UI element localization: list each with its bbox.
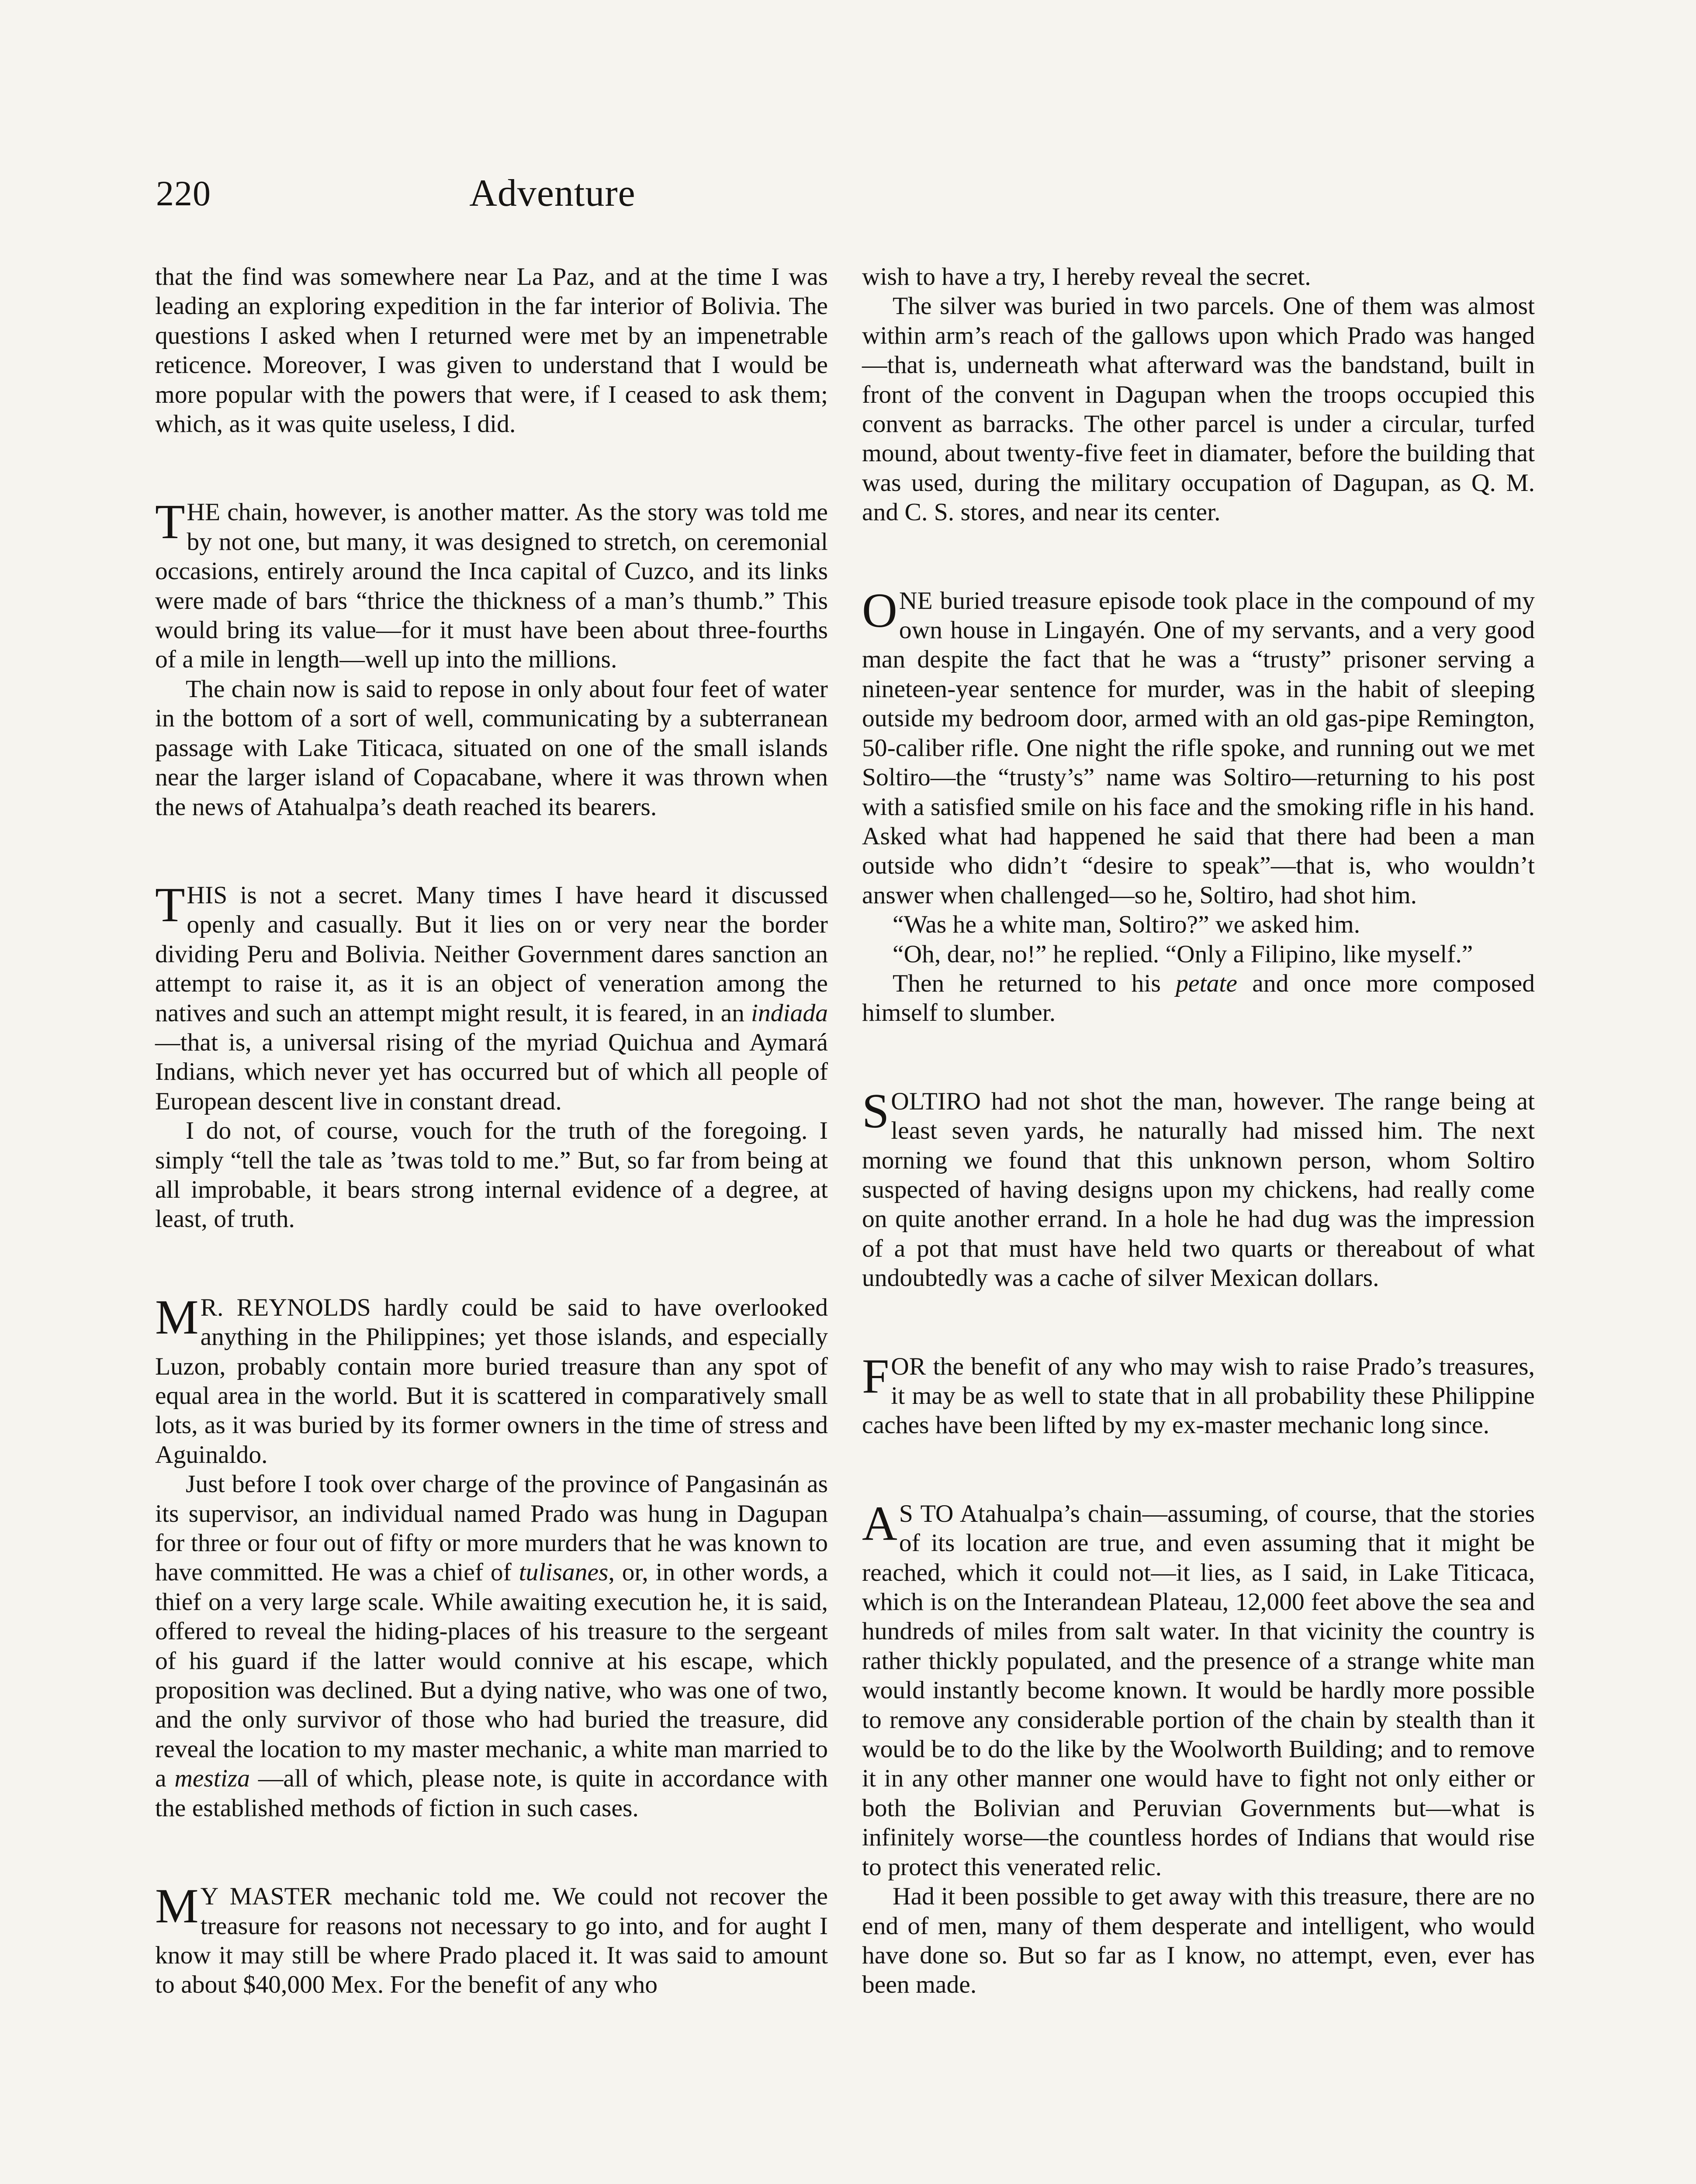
section-paragraph: ONE buried treasure episode took place in the compound of my own house in Lingayén. One of my servants, and a very good man despite the fact that he was a “trusty” prisoner serving a nineteen-year sentence for murder, was in the habit of sleeping outside my bedroom door, armed with an old gas-pipe Remington, 50-caliber rifle. One night the rifle spoke, and running out we met Soltiro—the “trusty’s” name was Soltiro—returning to his post with a satisfied smile on his face and the smoking rifle in his hand. Asked what had happened he said that there had been a man outside who didn’t “desire to speak”—that is, who wouldn’t answer when challenged—so he, Soltiro, had shot him. — [862, 583, 1535, 909]
paragraph: “Was he a white man, Soltiro?” we asked him. — [893, 911, 1360, 939]
paragraph: that the find was somewhere near La Paz, and at the time I was leading an exploring expedition in the far interior of Bolivia. The questions I asked when I returned were met by an impenetrable reticence. Moreover, I was given to understand that I would be more popular with the powers that were, if I ceased to ask them; which, as it was quite useless, I did. — [155, 263, 828, 438]
paragraph: Then he returned to his petate and once more composed himself to slumber. — [862, 969, 1535, 1027]
page-header — [156, 169, 949, 226]
section-paragraph: MY MASTER mechanic told me. We could not recover the treasure for reasons not necessary to go into, and for aught I know it may still be where Prado placed it. It was said to amount to about $40,000 Mex. For the benefit of any who — [155, 1879, 828, 1999]
running-title: Adventure — [469, 172, 636, 214]
section-paragraph: AS TO Atahualpa’s chain—assuming, of course, that the stories of its location are true, and even assuming that it might be reached, which it could not—it lies, as I said, in Lake Titicaca, which is on the Interandean Plateau, 12,000 feet above the sea and hundreds of miles from salt water. In that vicinity the country is rather thickly populated, and the presence of a strange white man would instantly become known. It would be hardly more possible to remove any considerable portion of the chain by stealth than it would be to do the like by the Woolworth Building; and to remove it in any other manner one would have to fight not only either or both the Bolivian and Peruvian Governments but—what is infinitely worse—the countless hordes of Indians that would rise to protect this venerated relic. — [862, 1496, 1535, 1881]
paragraph: The silver was buried in two parcels. One of them was almost within arm’s reach of the gallows upon which Prado was hanged—that is, underneath what afterward was the bandstand, built in front of the convent in Dagupan when the troops occupied this convent as barracks. The other parcel is under a circular, turfed mound, about twenty-five feet in diamater, before the building that was used, during the military occupation of Dagupan, as Q. M. and C. S. stores, and near its center. — [862, 292, 1535, 526]
right-column — [862, 262, 1535, 2000]
page-number: 220 — [156, 173, 211, 213]
paragraph: The chain now is said to repose in only about four feet of water in the bottom of a sort of well, communicating by a subterranean passage with Lake Titicaca, situated on one of the small islands near the larger island of Copacabane, where it was thrown when the news of Atahualpa’s death reached its bearers. — [155, 675, 828, 821]
paragraph: Just before I took over charge of the province of Pangasinán as its supervisor, an individual named Prado was hung in Dagupan for three or four out of fifty or more murders that he was known to have committed. He was a chief of tulisanes, or, in other words, a thief on a very large scale. While awaiting execution he, it is said, offered to reveal the hiding-places of his treasure to the sergeant of his guard if the latter would connive at his escape, which proposition was declined. But a dying native, who was one of two, and the only survivor of those who had buried the treasure, did reveal the location to my master mechanic, a white man married to a mestiza —all of which, please note, is quite in accordance with the established methods of fiction in such cases. — [155, 1470, 828, 1822]
paragraph: I do not, of course, vouch for the truth of the foregoing. I simply “tell the tale as ’twas told to me.” But, so far from being at all improbable, it bears strong internal evidence of a degree, at least, of truth. — [155, 1117, 828, 1233]
section-paragraph: MR. REYNOLDS hardly could be said to have overlooked anything in the Philippines; yet those islands, and especially Luzon, probably contain more buried treasure than any spot of equal area in the world. But it is scattered in comparatively small lots, as it was buried by its former owners in the time of stress and Aguinaldo. — [155, 1290, 828, 1469]
paragraph: Had it been possible to get away with this treasure, there are no end of men, many of them desperate and intelligent, who would have done so. But so far as I know, no attempt, even, ever has been made. — [862, 1883, 1535, 1999]
section-paragraph: THIS is not a secret. Many times I have heard it discussed openly and casually. But it lies on or very near the border dividing Peru and Bolivia. Neither Government dares sanction an attempt to raise it, as it is an object of veneration among the natives and such an attempt might result, it is feared, in an indiada—that is, a universal rising of the myriad Quichua and Aymará Indians, which never yet has occurred but of which all people of European descent live in constant dread. — [155, 878, 828, 1115]
left-column — [155, 262, 828, 2000]
paragraph: “Oh, dear, no!” he replied. “Only a Filipino, like myself.” — [893, 940, 1473, 968]
paragraph: wish to have a try, I hereby reveal the secret. — [862, 263, 1311, 290]
section-paragraph: FOR the benefit of any who may wish to raise Prado’s treasures, it may be as well to state that in all probability these Philippine caches have been lifted by my ex-master mechanic long since. — [862, 1349, 1535, 1439]
section-paragraph: THE chain, however, is another matter. As the story was told me by not one, but many, it was designed to stretch, on ceremonial occasions, entirely around the Inca capital of Cuzco, and its links were made of bars “thrice the thickness of a man’s thumb.” This would bring its value—for it must have been about three-fourths of a mile in length—well up into the millions. — [155, 495, 828, 674]
section-paragraph: SOLTIRO had not shot the man, however. The range being at least seven yards, he naturally had missed him. The next morning we found that this unknown person, whom Soltiro suspected of having designs upon my chickens, had really come on quite another errand. In a hole he had dug was the impression of a pot that must have held two quarts or thereabout of what undoubtedly was a cache of silver Mexican dollars. — [862, 1084, 1535, 1292]
article-body — [155, 262, 1535, 2184]
